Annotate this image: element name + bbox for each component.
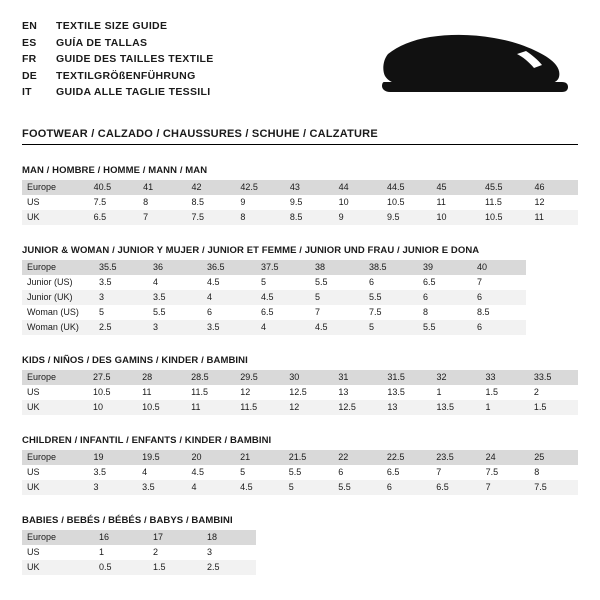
size-cell: 5.5	[364, 290, 418, 305]
size-cell: 5.5	[418, 320, 472, 335]
row-label: Woman (US)	[27, 307, 79, 317]
size-cell: 6	[369, 277, 375, 287]
size-cell: 7.5	[93, 197, 107, 207]
language-title: GUÍA DE TALLAS	[56, 36, 148, 49]
row-label: Europe	[22, 450, 88, 465]
size-cell: 6.5	[386, 467, 400, 477]
table-row	[22, 450, 578, 465]
size-cell: 6	[382, 480, 431, 495]
size-cell: 1.5	[485, 387, 499, 397]
size-cell: 11	[529, 210, 578, 225]
size-cell: 4.5	[191, 467, 204, 477]
row-label: UK	[22, 400, 88, 415]
size-cell: 8	[235, 210, 285, 225]
size-cell: 7	[436, 467, 442, 477]
size-cell: 28.5	[186, 370, 235, 385]
size-cell: 12	[240, 387, 251, 397]
size-cell: 44.5	[382, 180, 432, 195]
size-block-junior-woman	[22, 245, 578, 335]
size-cell: 7	[138, 210, 186, 225]
size-cell: 19	[88, 450, 137, 465]
size-cell: 1	[481, 400, 529, 415]
row-label: UK	[22, 210, 89, 225]
size-cell: 9.5	[382, 210, 432, 225]
size-cell: 7	[481, 480, 530, 495]
size-cell: 6	[207, 307, 213, 317]
row-label: Europe	[22, 180, 89, 195]
size-cell: 5.5	[288, 467, 302, 477]
language-row	[22, 84, 214, 101]
size-cell: 6	[418, 290, 472, 305]
size-cell: 4	[153, 277, 159, 287]
size-cell: 33	[481, 370, 529, 385]
table-row	[22, 480, 578, 495]
size-table	[22, 530, 256, 575]
size-cell: 5.5	[315, 277, 328, 287]
size-cell: 12.5	[333, 400, 382, 415]
size-cell: 3	[148, 320, 202, 335]
size-cell: 10	[432, 210, 480, 225]
size-cell: 7.5	[369, 307, 382, 317]
size-cell: 24	[481, 450, 530, 465]
size-block-children	[22, 435, 578, 495]
size-cell: 13	[338, 387, 349, 397]
size-cell: 9.5	[289, 197, 303, 207]
size-cell: 23.5	[431, 450, 480, 465]
size-cell: 2.5	[94, 320, 148, 335]
language-title-list	[22, 18, 214, 101]
size-cell: 4	[256, 320, 310, 335]
size-cell: 3.5	[93, 467, 106, 477]
size-cell: 3	[207, 547, 213, 557]
size-table	[22, 260, 526, 335]
size-cell: 21.5	[284, 450, 333, 465]
table-row	[22, 210, 578, 225]
size-cell: 40.5	[89, 180, 139, 195]
block-title: CHILDREN / INFANTIL / ENFANTS / KINDER / BAMBINI	[22, 435, 272, 446]
size-cell: 3.5	[148, 290, 202, 305]
size-cell: 5	[310, 290, 364, 305]
size-cell: 44	[334, 180, 382, 195]
size-cell: 3.5	[137, 480, 186, 495]
size-cell: 35.5	[94, 260, 148, 275]
size-cell: 11	[186, 400, 235, 415]
size-cell: 10	[88, 400, 137, 415]
row-label: Europe	[22, 530, 94, 545]
row-label: Junior (US)	[27, 277, 73, 287]
block-title: BABIES / BEBÉS / BÉBÉS / BABYS / BAMBINI	[22, 515, 233, 526]
table-row	[22, 305, 526, 320]
size-cell: 11.5	[191, 387, 209, 397]
size-cell: 8.5	[477, 307, 490, 317]
row-label: UK	[22, 560, 94, 575]
size-cell: 45	[432, 180, 480, 195]
language-row	[22, 68, 214, 85]
size-cell: 6.5	[89, 210, 139, 225]
table-row	[22, 275, 526, 290]
size-cell: 6.5	[423, 277, 436, 287]
table-row	[22, 180, 578, 195]
size-cell: 5	[261, 277, 267, 287]
size-cell: 42.5	[235, 180, 285, 195]
size-cell: 6.5	[431, 480, 480, 495]
size-cell: 28	[137, 370, 186, 385]
size-cell: 6	[472, 290, 526, 305]
size-cell: 18	[202, 530, 256, 545]
size-cell: 3.5	[99, 277, 112, 287]
size-cell: 20	[186, 450, 235, 465]
size-cell: 3	[88, 480, 137, 495]
size-cell: 46	[529, 180, 578, 195]
size-cell: 10.5	[93, 387, 111, 397]
size-cell: 2	[533, 387, 539, 397]
size-cell: 12.5	[289, 387, 307, 397]
size-cell: 0.5	[94, 560, 148, 575]
size-cell: 4	[186, 480, 235, 495]
size-cell: 13	[382, 400, 431, 415]
size-cell: 39	[418, 260, 472, 275]
size-cell: 5.5	[153, 307, 166, 317]
size-cell: 8	[143, 197, 149, 207]
size-cell: 17	[148, 530, 202, 545]
size-cell: 1.5	[529, 400, 578, 415]
size-cell: 6	[472, 320, 526, 335]
size-cell: 43	[285, 180, 334, 195]
size-cell: 1	[99, 547, 105, 557]
row-label: US	[27, 547, 40, 557]
size-cell: 1	[436, 387, 442, 397]
size-cell: 10.5	[387, 197, 405, 207]
row-label: Europe	[22, 370, 88, 385]
size-cell: 12	[534, 197, 545, 207]
size-cell: 3.5	[202, 320, 256, 335]
size-cell: 30	[284, 370, 333, 385]
block-title: JUNIOR & WOMAN / JUNIOR Y MUJER / JUNIOR ET FEMME / JUNIOR UND FRAU / JUNIOR E DONA	[22, 245, 480, 256]
size-cell: 38.5	[364, 260, 418, 275]
size-cell: 8	[423, 307, 429, 317]
size-cell: 2.5	[202, 560, 256, 575]
size-cell: 12	[284, 400, 333, 415]
size-cell: 7	[477, 277, 483, 287]
size-cell: 7	[315, 307, 321, 317]
table-row	[22, 195, 578, 210]
table-row	[22, 400, 578, 415]
language-title-list-body	[22, 18, 214, 101]
size-cell: 38	[310, 260, 364, 275]
size-cell: 13.5	[387, 387, 405, 397]
size-cell: 21	[235, 450, 284, 465]
size-cell: 27.5	[88, 370, 137, 385]
size-cell: 9	[240, 197, 246, 207]
size-table	[22, 370, 578, 415]
category-title: FOOTWEAR / CALZADO / CHAUSSURES / SCHUHE / CALZATURE	[22, 128, 378, 140]
row-label: Woman (UK)	[22, 320, 94, 335]
language-title: GUIDE DES TAILLES TEXTILE	[56, 53, 214, 65]
header-divider	[22, 144, 578, 145]
table-row	[22, 290, 526, 305]
table-row	[22, 260, 526, 275]
table-row	[22, 320, 526, 335]
language-code: IT	[22, 86, 32, 98]
size-cell: 9	[334, 210, 382, 225]
table-row	[22, 545, 256, 560]
size-cell: 11	[436, 197, 446, 207]
size-cell: 11.5	[484, 197, 502, 207]
size-cell: 42	[187, 180, 236, 195]
row-label: UK	[22, 480, 88, 495]
size-cell: 31.5	[382, 370, 431, 385]
size-cell: 4	[202, 290, 256, 305]
language-title: TEXTILE SIZE GUIDE	[56, 20, 168, 32]
size-cell: 4.5	[310, 320, 364, 335]
size-table	[22, 450, 578, 495]
table-row	[22, 370, 578, 385]
size-cell: 41	[138, 180, 186, 195]
language-code: ES	[22, 36, 37, 49]
row-label: US	[27, 197, 40, 207]
size-cell: 10.5	[480, 210, 530, 225]
size-cell: 11	[142, 387, 152, 397]
size-cell: 22.5	[382, 450, 431, 465]
row-label: US	[27, 387, 40, 397]
size-cell: 4	[142, 467, 148, 477]
size-cell: 10.5	[137, 400, 186, 415]
language-code: EN	[22, 20, 38, 32]
size-block-kids	[22, 355, 578, 415]
size-cell: 22	[333, 450, 382, 465]
size-cell: 5	[364, 320, 418, 335]
block-title: KIDS / NIÑOS / DES GAMINS / KINDER / BAMBINI	[22, 355, 248, 366]
size-cell: 8.5	[191, 197, 205, 207]
size-cell: 13.5	[431, 400, 480, 415]
size-block-babies	[22, 515, 578, 575]
size-table	[22, 180, 578, 225]
size-cell: 5	[284, 480, 333, 495]
size-cell: 4.5	[207, 277, 220, 287]
size-cell: 31	[333, 370, 382, 385]
size-cell: 2	[153, 547, 159, 557]
size-cell: 45.5	[480, 180, 530, 195]
block-title: MAN / HOMBRE / HOMME / MANN / MAN	[22, 165, 208, 176]
size-cell: 40	[472, 260, 526, 275]
size-cell: 5	[240, 467, 246, 477]
size-cell: 6.5	[261, 307, 274, 317]
size-cell: 8	[534, 467, 540, 477]
size-cell: 29.5	[235, 370, 284, 385]
size-cell: 37.5	[256, 260, 310, 275]
row-label: US	[27, 467, 40, 477]
table-row	[22, 465, 578, 480]
size-cell: 36	[148, 260, 202, 275]
size-cell: 7.5	[529, 480, 578, 495]
language-row	[22, 51, 214, 68]
row-label: Junior (UK)	[22, 290, 94, 305]
size-cell: 5	[99, 307, 105, 317]
language-row	[22, 35, 214, 52]
size-cell: 1.5	[148, 560, 202, 575]
language-code: DE	[22, 69, 38, 82]
size-block-man	[22, 165, 578, 225]
size-cell: 33.5	[529, 370, 578, 385]
size-cell: 32	[431, 370, 480, 385]
size-cell: 36.5	[202, 260, 256, 275]
table-row	[22, 560, 256, 575]
size-cell: 16	[94, 530, 148, 545]
size-cell: 11.5	[235, 400, 284, 415]
language-row	[22, 18, 214, 35]
size-cell: 10	[338, 197, 349, 207]
language-title: GUIDA ALLE TAGLIE TESSILI	[56, 86, 211, 98]
table-row	[22, 385, 578, 400]
size-cell: 7.5	[485, 467, 499, 477]
size-cell: 8.5	[285, 210, 334, 225]
size-cell: 4.5	[235, 480, 284, 495]
size-cell: 6	[338, 467, 344, 477]
row-label: Europe	[22, 260, 94, 275]
dress-shoe-icon	[376, 24, 572, 102]
size-cell: 19.5	[137, 450, 186, 465]
size-cell: 25	[529, 450, 578, 465]
language-code: FR	[22, 53, 37, 65]
size-cell: 4.5	[256, 290, 310, 305]
table-row	[22, 530, 256, 545]
size-cell: 3	[94, 290, 148, 305]
page-header	[22, 18, 578, 110]
size-cell: 7.5	[187, 210, 236, 225]
language-title: TEXTILGRÖßENFÜHRUNG	[56, 69, 196, 82]
size-cell: 5.5	[333, 480, 382, 495]
